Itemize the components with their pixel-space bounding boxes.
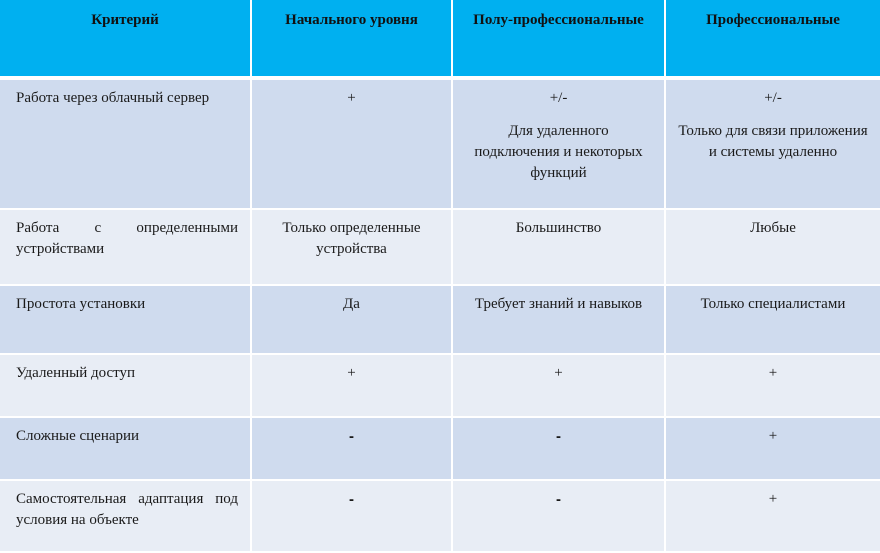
row-semi-value: +: [452, 354, 665, 417]
header-semi-professional: Полу-профессиональные: [452, 0, 665, 78]
table-row: [0, 480, 880, 552]
row-pro-value: Любые: [665, 209, 880, 285]
header-professional: Профессиональные: [665, 0, 880, 78]
row-entry-value: +: [251, 78, 452, 209]
row-criterion: Удаленный доступ: [0, 354, 251, 417]
semi-value-note: Для удаленного подключения и некоторых функций: [474, 123, 643, 181]
row-semi-value: Большинство: [452, 209, 665, 285]
table-row: [0, 78, 880, 209]
row-criterion: Самостоятельная адаптация под условия на объекте: [0, 480, 251, 552]
row-semi-value: -: [452, 480, 665, 552]
row-entry-value: -: [251, 417, 452, 480]
table-row: [0, 285, 880, 353]
semi-value-sign: +/-: [549, 90, 568, 106]
row-criterion: Работа с определенными устройствами: [0, 209, 251, 285]
row-pro-value: +: [665, 354, 880, 417]
header-row: [0, 0, 880, 78]
header-criterion: Критерий: [0, 0, 251, 78]
pro-value-note: Только для связи приложения и системы удаленно: [678, 123, 868, 160]
pro-value-sign: +/-: [764, 90, 782, 106]
table-row: [0, 209, 880, 285]
row-semi-value: -: [452, 417, 665, 480]
table-row: [0, 354, 880, 417]
table-body: [0, 78, 880, 552]
row-semi-value: [452, 78, 665, 209]
row-criterion: Сложные сценарии: [0, 417, 251, 480]
table-header: [0, 0, 880, 78]
row-semi-value: Требует знаний и навыков: [452, 285, 665, 353]
row-pro-value: [665, 78, 880, 209]
table-row: [0, 417, 880, 480]
row-pro-value: +: [665, 417, 880, 480]
row-entry-value: Да: [251, 285, 452, 353]
row-entry-value: Только определенные устройства: [251, 209, 452, 285]
row-criterion: Простота установки: [0, 285, 251, 353]
row-criterion: Работа через облачный сервер: [0, 78, 251, 209]
header-entry-level: Начального уровня: [251, 0, 452, 78]
row-pro-value: Только специалистами: [665, 285, 880, 353]
row-entry-value: +: [251, 354, 452, 417]
row-entry-value: -: [251, 480, 452, 552]
row-pro-value: +: [665, 480, 880, 552]
